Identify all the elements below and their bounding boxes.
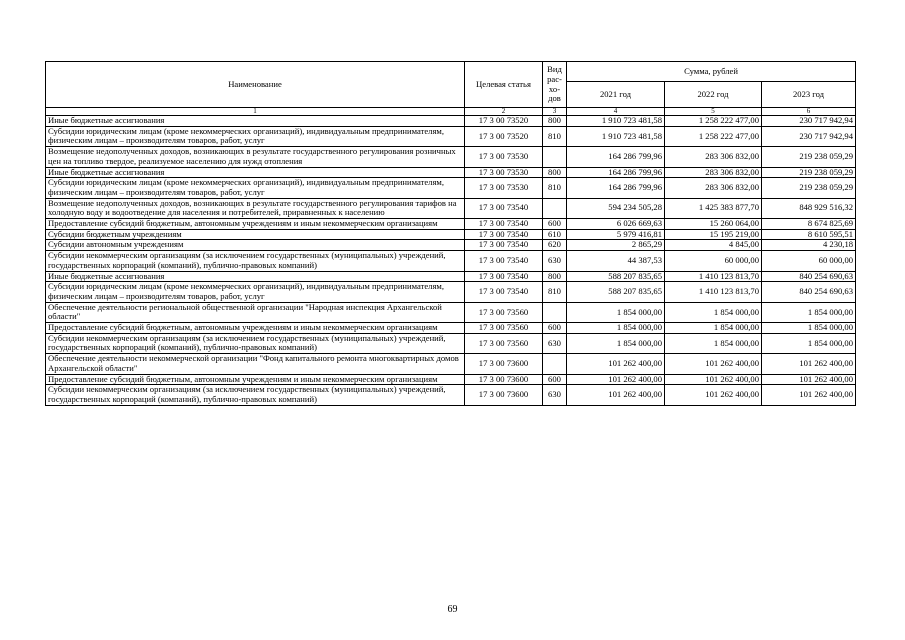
row-name: Обеспечение деятельности некоммерческой организации "Фонд капитального ремонта многоквартирных домов Архангельской области" (46, 354, 465, 374)
header-expense-type (543, 62, 567, 108)
row-amount-2022: 15 260 064,00 (665, 219, 762, 230)
row-expense-type: 810 (543, 126, 567, 146)
row-amount-2021: 101 262 400,00 (567, 385, 665, 405)
row-name: Иные бюджетные ассигнования (46, 167, 465, 178)
row-expense-type: 630 (543, 333, 567, 353)
page-number: 69 (447, 604, 458, 615)
row-amount-2022: 283 306 832,00 (665, 178, 762, 198)
row-target-article: 17 3 00 73540 (465, 271, 543, 282)
row-name: Субсидии некоммерческим организациям (за исключением государственных (муниципальных) учреждений, государственных корпораций (компаний), публично-правовых компаний) (46, 385, 465, 405)
row-target-article: 17 3 00 73560 (465, 323, 543, 334)
row-amount-2022: 1 258 222 477,00 (665, 126, 762, 146)
table-row (46, 147, 856, 167)
table-row (46, 126, 856, 146)
row-amount-2022: 15 195 219,00 (665, 229, 762, 240)
row-amount-2023: 848 929 516,32 (762, 198, 856, 218)
table-row (46, 282, 856, 302)
row-amount-2022: 4 845,00 (665, 240, 762, 251)
row-target-article: 17 3 00 73530 (465, 178, 543, 198)
row-expense-type (543, 354, 567, 374)
row-amount-2021: 594 234 505,28 (567, 198, 665, 218)
row-amount-2021: 5 979 416,81 (567, 229, 665, 240)
row-amount-2021: 44 387,53 (567, 251, 665, 271)
row-amount-2021: 101 262 400,00 (567, 374, 665, 385)
row-amount-2023: 840 254 690,63 (762, 271, 856, 282)
row-amount-2022: 1 854 000,00 (665, 333, 762, 353)
header-year-2023: 2023 год (762, 82, 856, 108)
row-expense-type: 620 (543, 240, 567, 251)
row-amount-2022: 101 262 400,00 (665, 354, 762, 374)
row-amount-2022: 1 425 383 877,70 (665, 198, 762, 218)
row-expense-type: 630 (543, 385, 567, 405)
row-amount-2021: 1 910 723 481,58 (567, 126, 665, 146)
row-name: Субсидии некоммерческим организациям (за исключением государственных (муниципальных) учреждений, государственных корпораций (компаний), публично-правовых компаний) (46, 333, 465, 353)
row-name: Иные бюджетные ассигнования (46, 116, 465, 127)
row-expense-type: 600 (543, 374, 567, 385)
row-target-article: 17 3 00 73520 (465, 126, 543, 146)
table-body (46, 116, 856, 406)
table-row (46, 219, 856, 230)
row-name: Субсидии автономным учреждениям (46, 240, 465, 251)
header-name: Наименование (46, 62, 465, 108)
table-header (46, 62, 856, 116)
row-name: Обеспечение деятельности региональной общественной организации "Народная инспекция Архангельской области" (46, 302, 465, 322)
row-name: Возмещение недополученных доходов, возникающих в результате государственного регулирования тарифов на холодную воду и водоотведение для населения и потребителей, приравненных к населению (46, 198, 465, 218)
row-amount-2021: 588 207 835,65 (567, 271, 665, 282)
column-number: 3 (543, 108, 567, 116)
row-amount-2022: 1 410 123 813,70 (665, 282, 762, 302)
row-amount-2023: 60 000,00 (762, 251, 856, 271)
row-expense-type: 600 (543, 219, 567, 230)
row-amount-2023: 8 674 825,69 (762, 219, 856, 230)
row-name: Субсидии юридическим лицам (кроме некоммерческих организаций), индивидуальным предпринимателям, физическим лицам – производителям товаров, работ, услуг (46, 282, 465, 302)
row-amount-2023: 101 262 400,00 (762, 354, 856, 374)
row-name: Предоставление субсидий бюджетным, автономным учреждениям и иным некоммерческим организациям (46, 219, 465, 230)
row-amount-2023: 101 262 400,00 (762, 374, 856, 385)
row-expense-type: 810 (543, 282, 567, 302)
row-expense-type (543, 147, 567, 167)
row-target-article: 17 3 00 73600 (465, 385, 543, 405)
row-name: Субсидии юридическим лицам (кроме некоммерческих организаций), индивидуальным предпринимателям, физическим лицам – производителям товаров, работ, услуг (46, 126, 465, 146)
row-amount-2021: 164 286 799,96 (567, 178, 665, 198)
header-expense-type-line: Вид (547, 64, 562, 75)
row-target-article: 17 3 00 73540 (465, 282, 543, 302)
row-name: Возмещение недополученных доходов, возникающих в результате государственного регулирования розничных цен на топливо твердое, реализуемое населению для нужд отопления (46, 147, 465, 167)
row-amount-2022: 101 262 400,00 (665, 374, 762, 385)
row-expense-type: 810 (543, 178, 567, 198)
row-amount-2023: 4 230,18 (762, 240, 856, 251)
row-expense-type: 800 (543, 167, 567, 178)
row-amount-2023: 8 610 595,51 (762, 229, 856, 240)
column-number: 5 (665, 108, 762, 116)
row-amount-2023: 1 854 000,00 (762, 323, 856, 334)
row-amount-2023: 219 238 059,29 (762, 167, 856, 178)
row-amount-2021: 1 910 723 481,58 (567, 116, 665, 127)
row-target-article: 17 3 00 73540 (465, 219, 543, 230)
row-amount-2022: 283 306 832,00 (665, 167, 762, 178)
row-target-article: 17 3 00 73540 (465, 240, 543, 251)
row-amount-2021: 164 286 799,96 (567, 147, 665, 167)
row-amount-2021: 164 286 799,96 (567, 167, 665, 178)
row-amount-2021: 1 854 000,00 (567, 323, 665, 334)
row-expense-type: 800 (543, 116, 567, 127)
header-expense-type-line: хо- (548, 83, 561, 94)
row-amount-2022: 1 854 000,00 (665, 302, 762, 322)
row-amount-2021: 101 262 400,00 (567, 354, 665, 374)
column-number: 2 (465, 108, 543, 116)
row-expense-type: 600 (543, 323, 567, 334)
row-target-article: 17 3 00 73560 (465, 302, 543, 322)
header-expense-type-line: дов (548, 93, 561, 104)
row-target-article: 17 3 00 73600 (465, 354, 543, 374)
row-amount-2021: 6 026 669,63 (567, 219, 665, 230)
header-expense-type-line: рас- (547, 73, 562, 84)
column-number: 1 (46, 108, 465, 116)
row-amount-2023: 1 854 000,00 (762, 302, 856, 322)
row-target-article: 17 3 00 73530 (465, 147, 543, 167)
row-name: Иные бюджетные ассигнования (46, 271, 465, 282)
row-name: Предоставление субсидий бюджетным, автономным учреждениям и иным некоммерческим организациям (46, 374, 465, 385)
row-target-article: 17 3 00 73560 (465, 333, 543, 353)
header-year-2022: 2022 год (665, 82, 762, 108)
header-target-article: Целевая статья (465, 62, 543, 108)
table-row (46, 198, 856, 218)
row-target-article: 17 3 00 73540 (465, 229, 543, 240)
row-amount-2023: 219 238 059,29 (762, 147, 856, 167)
budget-table (45, 61, 856, 406)
column-number: 6 (762, 108, 856, 116)
row-name: Субсидии бюджетным учреждениям (46, 229, 465, 240)
table-row (46, 385, 856, 405)
row-amount-2023: 219 238 059,29 (762, 178, 856, 198)
table-row (46, 116, 856, 127)
table-row (46, 271, 856, 282)
table-row (46, 323, 856, 334)
row-expense-type (543, 198, 567, 218)
table-row (46, 229, 856, 240)
row-amount-2023: 230 717 942,94 (762, 126, 856, 146)
row-expense-type (543, 302, 567, 322)
row-amount-2022: 283 306 832,00 (665, 147, 762, 167)
table-row (46, 302, 856, 322)
row-expense-type: 610 (543, 229, 567, 240)
row-name: Субсидии некоммерческим организациям (за исключением государственных (муниципальных) учреждений, государственных корпораций (компаний), публично-правовых компаний) (46, 251, 465, 271)
row-target-article: 17 3 00 73540 (465, 251, 543, 271)
row-expense-type: 800 (543, 271, 567, 282)
row-target-article: 17 3 00 73520 (465, 116, 543, 127)
row-name: Субсидии юридическим лицам (кроме некоммерческих организаций), индивидуальным предпринимателям, физическим лицам – производителям товаров, работ, услуг (46, 178, 465, 198)
row-target-article: 17 3 00 73540 (465, 198, 543, 218)
table-row (46, 354, 856, 374)
row-amount-2022: 101 262 400,00 (665, 385, 762, 405)
row-amount-2021: 1 854 000,00 (567, 333, 665, 353)
row-amount-2023: 101 262 400,00 (762, 385, 856, 405)
table-row (46, 240, 856, 251)
row-amount-2021: 1 854 000,00 (567, 302, 665, 322)
row-name: Предоставление субсидий бюджетным, автономным учреждениям и иным некоммерческим организациям (46, 323, 465, 334)
column-number: 4 (567, 108, 665, 116)
row-target-article: 17 3 00 73530 (465, 167, 543, 178)
row-expense-type: 630 (543, 251, 567, 271)
row-amount-2021: 588 207 835,65 (567, 282, 665, 302)
row-target-article: 17 3 00 73600 (465, 374, 543, 385)
row-amount-2021: 2 865,29 (567, 240, 665, 251)
row-amount-2022: 1 258 222 477,00 (665, 116, 762, 127)
table-row (46, 333, 856, 353)
row-amount-2022: 1 854 000,00 (665, 323, 762, 334)
table-row (46, 167, 856, 178)
header-sum: Сумма, рублей (567, 62, 856, 82)
row-amount-2023: 230 717 942,94 (762, 116, 856, 127)
table-row (46, 251, 856, 271)
table-row (46, 374, 856, 385)
row-amount-2023: 1 854 000,00 (762, 333, 856, 353)
row-amount-2022: 1 410 123 813,70 (665, 271, 762, 282)
table-row (46, 178, 856, 198)
row-amount-2022: 60 000,00 (665, 251, 762, 271)
header-year-2021: 2021 год (567, 82, 665, 108)
row-amount-2023: 840 254 690,63 (762, 282, 856, 302)
